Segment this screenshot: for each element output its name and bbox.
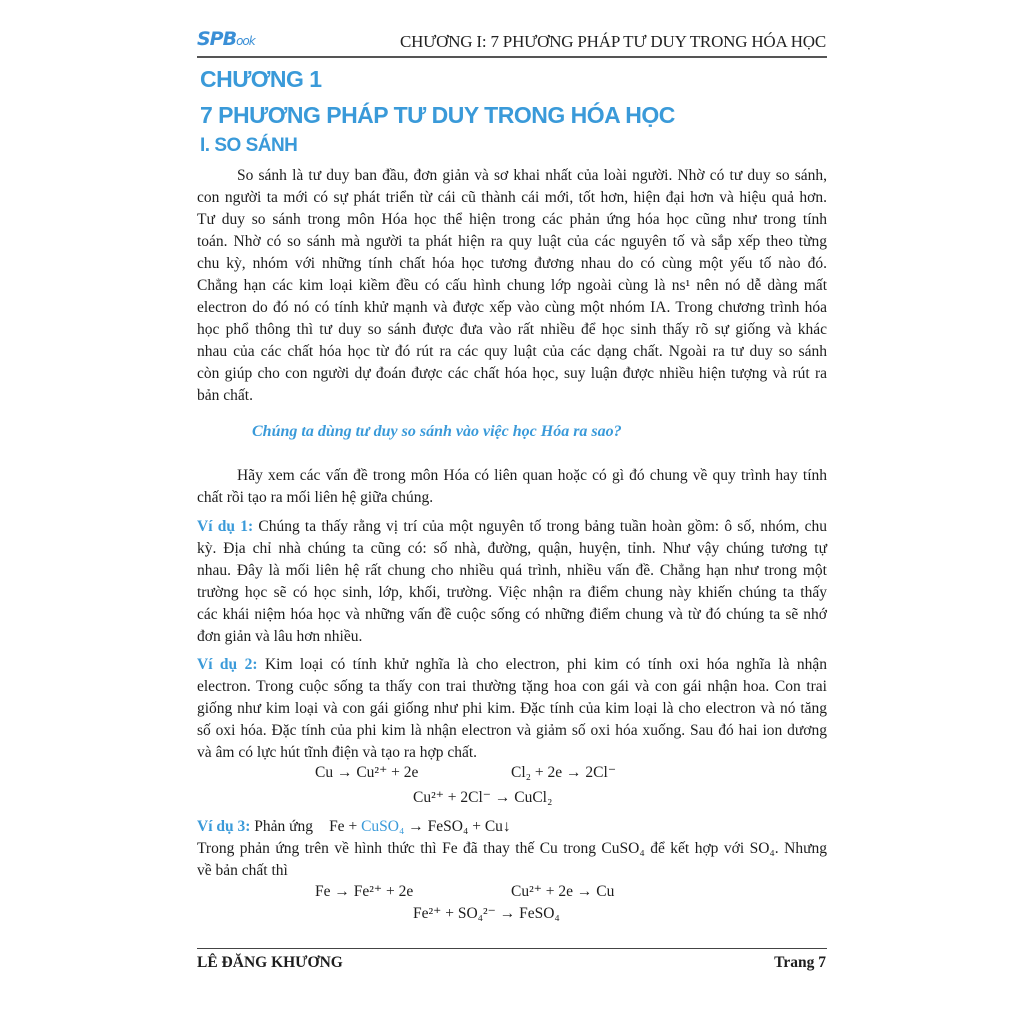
line-text: số oxi hóa. Đặc tính của phi kim là nhận electron và giảm số oxi hóa xuống. Sau đó hai ion dương bbox=[197, 722, 827, 739]
line-text: các khái niệm hóa học và những vấn đề cuộc sống có những điểm chung và từ đó chúng ta sẽ nhớ bbox=[197, 606, 827, 623]
text-line bbox=[197, 253, 827, 275]
lead-paragraph bbox=[197, 465, 827, 509]
text-line bbox=[197, 626, 827, 648]
example-3-text bbox=[197, 838, 827, 882]
line-text: toán. Nhờ có so sánh mà người ta phát hiện ra quy luật của các nguyên tố và sắp xếp theo từng bbox=[197, 233, 827, 250]
text-line bbox=[197, 860, 827, 882]
line-text: Hãy xem các vấn đề trong môn Hóa có liên quan hoặc có gì đó chung về quy trình hay tính bbox=[237, 467, 827, 484]
text-line bbox=[197, 363, 827, 385]
equation: Cu²⁺ + 2Cl⁻ → CuCl₂ bbox=[413, 789, 553, 806]
line-text: Tư duy so sánh trong môn Hóa học thể hiện trong các phản ứng hóa học cũng như trong tính bbox=[197, 211, 827, 228]
text-line bbox=[197, 742, 827, 764]
header-rule bbox=[197, 56, 827, 58]
chapter-label: CHƯƠNG 1 bbox=[200, 66, 322, 92]
line-text: bản chất. bbox=[197, 387, 253, 404]
equation: Fe²⁺ + SO₄²⁻ → FeSO₄ bbox=[413, 905, 560, 922]
chapter-title: 7 PHƯƠNG PHÁP TƯ DUY TRONG HÓA HỌC bbox=[200, 102, 675, 128]
line-text: nhau. Đây là mối liên hệ rất chung cho nhiều quá trình, nhiều vấn đề. Chẳng hạn như trong một bbox=[197, 562, 827, 579]
text-line bbox=[197, 538, 827, 560]
line-text: chất rồi tạo ra mối liên hệ giữa chúng. bbox=[197, 489, 434, 506]
line-text: giống như kim loại và con gái giống như phi kim. Đặc tính của kim loại là cho electron và nó tăng bbox=[197, 700, 827, 717]
text-line bbox=[197, 165, 827, 187]
equation: Fe → Fe²⁺ + 2e bbox=[315, 883, 414, 900]
page-number: Trang 7 bbox=[774, 954, 826, 971]
equation: Cu²⁺ + 2e → Cu bbox=[511, 883, 615, 900]
text-line bbox=[197, 560, 827, 582]
text-line bbox=[197, 698, 827, 720]
footer-rule bbox=[197, 948, 827, 949]
example-label: Ví dụ 3: bbox=[197, 818, 251, 835]
line-text: trường học sẽ có học sinh, lớp, khối, trường. Việc nhận ra điểm chung này khiến chúng ta thấy bbox=[197, 584, 827, 601]
line-text: electron do đó nó có tính khử mạnh và được xếp vào cùng một nhóm IA. Trong chương trình hóa bbox=[197, 299, 827, 316]
text-line bbox=[197, 582, 827, 604]
text-line bbox=[197, 465, 827, 487]
equation: Cl₂ + 2e → 2Cl⁻ bbox=[511, 764, 616, 781]
line-text: đơn giản và lâu hơn nhiều. bbox=[197, 628, 363, 645]
footer-author: LÊ ĐĂNG KHƯƠNG bbox=[197, 954, 343, 971]
example-3-reaction: Ví dụ 3: Phản ứng Fe + CuSO₄ → FeSO₄ + Cu↓ bbox=[197, 818, 511, 835]
line-text: electron. Trong cuộc sống ta thấy con trai thường tặng hoa con gái và con gái nhận hoa. Con trai bbox=[197, 678, 827, 695]
intro-paragraph bbox=[197, 165, 827, 407]
line-text: về bản chất thì bbox=[197, 862, 288, 879]
line-text: chu kỳ, nhóm với những tính chất hóa học tương đương nhau do có cùng một yếu tố nào đó. bbox=[197, 255, 827, 272]
text-line bbox=[197, 516, 827, 538]
text-line bbox=[197, 341, 827, 363]
question-heading: Chúng ta dùng tư duy so sánh vào việc học Hóa ra sao? bbox=[252, 423, 622, 440]
text-line bbox=[197, 319, 827, 341]
text-line bbox=[197, 676, 827, 698]
line-text: Chẳng hạn các kim loại kiềm đều có cấu hình chung lớp ngoài cùng là ns¹ nên nó dễ dàng mất bbox=[197, 277, 827, 294]
running-header: CHƯƠNG I: 7 PHƯƠNG PHÁP TƯ DUY TRONG HÓA HỌC bbox=[399, 32, 826, 51]
text-line bbox=[197, 720, 827, 742]
line-text: Trong phản ứng trên về hình thức thì Fe đã thay thế Cu trong CuSO₄ để kết hợp với SO₄. Nhưng bbox=[197, 840, 827, 857]
text-line bbox=[197, 604, 827, 626]
text-line bbox=[197, 654, 827, 676]
line-text: học phổ thông thì tư duy so sánh được đưa vào rất nhiều để học sinh thấy rõ sự giống và khác bbox=[197, 321, 827, 338]
text-line bbox=[197, 487, 827, 509]
equation: Cu → Cu²⁺ + 2e bbox=[315, 764, 419, 781]
example-1 bbox=[197, 516, 827, 648]
line-text: còn giúp cho con người dự đoán được các chất hóa học, suy luận được nhiều hiện tượng và rút ra bbox=[197, 365, 827, 382]
text-line bbox=[197, 275, 827, 297]
line-text: Kim loại có tính khử nghĩa là cho electron, phi kim có tính oxi hóa nghĩa là nhận bbox=[257, 656, 827, 673]
line-text: kỳ. Địa chỉ nhà chúng ta cũng có: số nhà, đường, quận, huyện, tỉnh. Như vậy chúng tương tự bbox=[197, 540, 827, 557]
text-line bbox=[197, 209, 827, 231]
example-2 bbox=[197, 654, 827, 764]
line-text: So sánh là tư duy ban đầu, đơn giản và sơ khai nhất của loài người. Nhờ có tư duy so sánh, bbox=[237, 167, 827, 184]
line-text: con người ta mới có sự phát triển từ cái cũ thành cái mới, tốt hơn, hiện đại hơn và hiệu quả hơn. bbox=[197, 189, 827, 206]
spbook-logo: SPBook bbox=[197, 28, 255, 50]
text-line bbox=[197, 838, 827, 860]
example-label: Ví dụ 2: bbox=[197, 656, 258, 673]
text-line bbox=[197, 187, 827, 209]
text-line bbox=[197, 231, 827, 253]
text-line bbox=[197, 297, 827, 319]
section-heading: I. SO SÁNH bbox=[200, 135, 298, 156]
line-text: nhau của các chất hóa học từ đó rút ra các quy luật của các dạng chất. Ngoài ra tư duy so sánh bbox=[197, 343, 827, 360]
line-text: Chúng ta thấy rằng vị trí của một nguyên tố trong bảng tuần hoàn gồm: ô số, nhóm, chu bbox=[253, 518, 827, 535]
example-label: Ví dụ 1: bbox=[197, 518, 254, 535]
line-text: và âm có lực hút tĩnh điện và tạo ra hợp chất. bbox=[197, 744, 478, 761]
text-line bbox=[197, 385, 827, 407]
